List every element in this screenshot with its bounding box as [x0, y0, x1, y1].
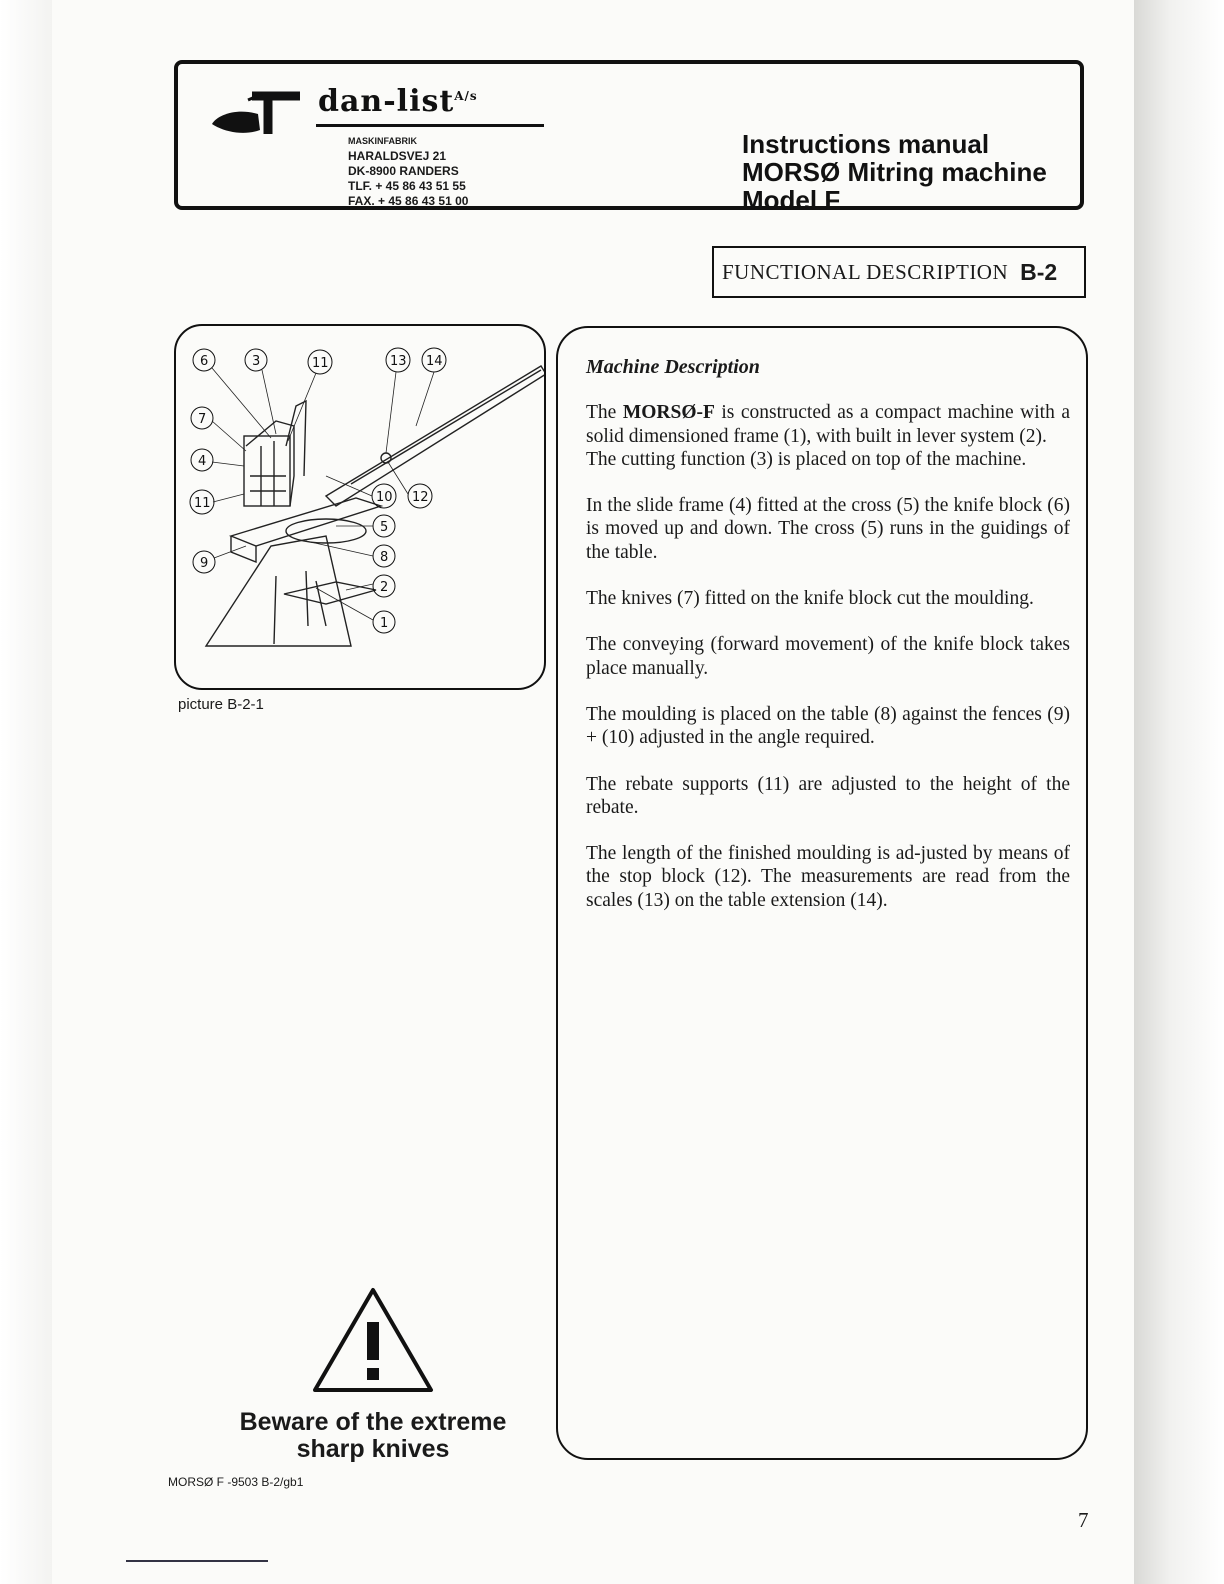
svg-text:14: 14 — [426, 354, 443, 369]
lever-bar — [284, 582, 376, 604]
callout-leaders — [212, 368, 434, 620]
svg-text:5: 5 — [380, 520, 389, 535]
page-edge-left — [0, 0, 52, 1584]
paragraph-1-pre: The — [586, 402, 623, 424]
page-edge-right — [1134, 0, 1224, 1584]
paragraph-5: The moulding is placed on the table (8) against the fences (9) + (10) adjusted in the angle required. — [586, 703, 1070, 749]
callout-7 — [191, 407, 213, 429]
paragraph-2: In the slide frame (4) fitted at the cross (5) the knife block (6) is moved up and down. The cross (5) runs in the guidings of the table. — [586, 495, 1070, 563]
callout-5 — [373, 515, 395, 537]
page-number: 7 — [1078, 1508, 1089, 1532]
callout-11b — [190, 490, 214, 514]
company-logo — [208, 84, 528, 208]
company-type: MASKINFABRIK — [348, 136, 417, 146]
callout-1 — [373, 611, 395, 633]
extension-scale — [351, 370, 541, 484]
warning-line-1: Beware of the extreme — [239, 1408, 507, 1436]
svg-text:11: 11 — [194, 496, 211, 511]
svg-text:7: 7 — [198, 412, 207, 427]
knife-details — [250, 441, 286, 506]
svg-text:13: 13 — [390, 354, 407, 369]
warning-line-2: sharp knives — [296, 1435, 450, 1463]
paragraph-3: The knives (7) fitted on the knife block cut the moulding. — [586, 588, 1034, 610]
paragraph-1 — [586, 401, 1070, 448]
section-label: FUNCTIONAL DESCRIPTION — [722, 259, 1009, 284]
callout-10 — [372, 484, 396, 508]
svg-text:9: 9 — [200, 556, 209, 571]
machine-figure — [176, 326, 546, 690]
knife-warning — [228, 1286, 518, 1463]
machine-figure-frame — [174, 324, 546, 690]
callout-8 — [373, 545, 395, 567]
logo-rule — [316, 124, 544, 127]
machine-model: MORSØ-F — [622, 402, 715, 424]
svg-text:8: 8 — [380, 550, 389, 565]
title-line-3: Model F — [742, 185, 841, 215]
company-city: DK-8900 RANDERS — [348, 164, 459, 178]
rotary-base — [286, 519, 366, 543]
callout-6 — [193, 349, 215, 371]
company-name — [318, 84, 478, 119]
svg-text:3: 3 — [252, 354, 261, 369]
title-line-1: Instructions manual — [742, 129, 990, 159]
warning-text — [228, 1409, 518, 1463]
figure-caption: picture B-2-1 — [178, 696, 264, 713]
callout-2 — [373, 575, 395, 597]
knife-block — [246, 421, 294, 506]
section-code: B-2 — [1020, 258, 1058, 285]
company-address — [348, 134, 468, 209]
svg-text:4: 4 — [198, 454, 207, 469]
machine-description — [586, 356, 1070, 935]
paragraph-7: The length of the finished moulding is ad-justed by means of the stop block (12). The measurements are read from the scales (13) on the table extension (14). — [586, 843, 1070, 911]
section-heading-box — [712, 246, 1086, 298]
svg-text:2: 2 — [380, 580, 389, 595]
bottom-rule — [126, 1560, 268, 1562]
table-side — [231, 536, 256, 562]
company-fax: FAX. + 45 86 43 51 00 — [348, 194, 469, 208]
company-phone: TLF. + 45 86 43 51 55 — [348, 179, 466, 193]
callout-11a — [308, 350, 332, 374]
svg-text:1: 1 — [380, 616, 389, 631]
callout-3 — [245, 349, 267, 371]
paragraph-4: The conveying (forward movement) of the knife block takes place manually. — [586, 634, 1070, 679]
slide-frame — [244, 436, 290, 506]
company-name-text: dan-list — [318, 84, 455, 119]
machine-table — [231, 498, 381, 546]
stand-legs — [274, 571, 326, 644]
warning-triangle-icon — [311, 1286, 435, 1394]
callout-14 — [422, 348, 446, 372]
paragraph-1b: The cutting function (3) is placed on top of the machine. — [586, 448, 1027, 470]
paragraph-1-post: is constructed as a compact machine with a solid dimensioned frame (1), with built in lever system (2). — [586, 402, 1070, 447]
svg-text:11: 11 — [312, 356, 329, 371]
callout-12 — [408, 484, 432, 508]
paragraph-6: The rebate supports (11) are adjusted to the height of the rebate. — [586, 773, 1070, 818]
title-line-2: MORSØ Mitring machine — [742, 157, 1047, 187]
svg-text:6: 6 — [200, 354, 209, 369]
svg-text:10: 10 — [376, 490, 393, 505]
logo-mark-icon — [208, 84, 318, 144]
description-heading: Machine Description — [586, 356, 760, 378]
manual-title — [742, 130, 1047, 214]
header-box — [174, 60, 1084, 215]
company-suffix: A/s — [454, 89, 478, 103]
callout-4 — [191, 449, 213, 471]
svg-text:12: 12 — [412, 490, 429, 505]
document-code: MORSØ F -9503 B-2/gb1 — [168, 1475, 304, 1489]
company-street: HARALDSVEJ 21 — [348, 149, 447, 163]
callout-13 — [386, 348, 410, 372]
callout-9 — [193, 551, 215, 573]
